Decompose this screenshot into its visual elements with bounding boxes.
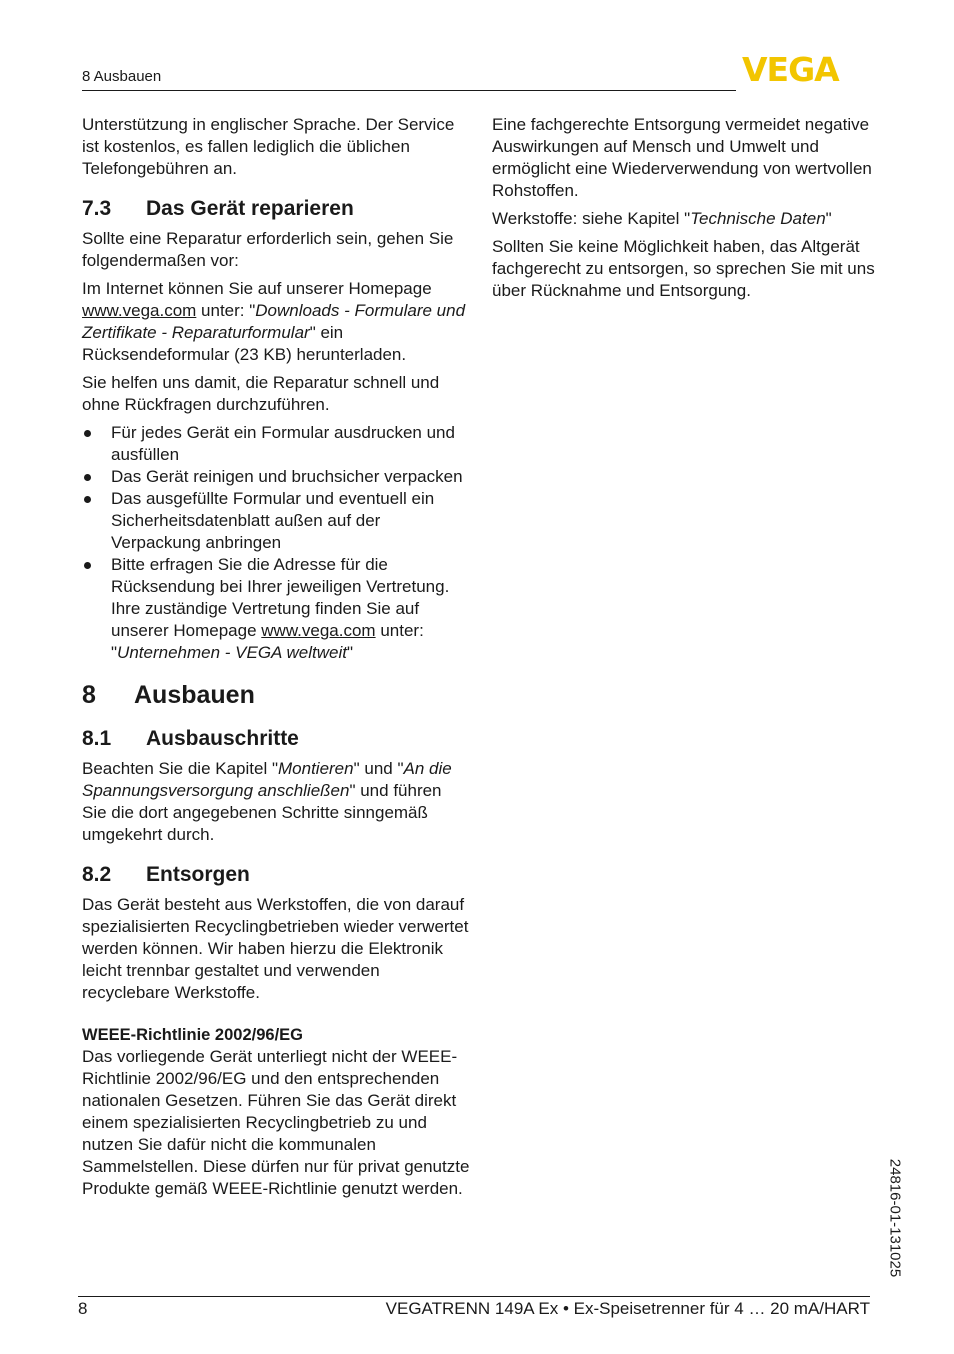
page-number: 8 xyxy=(78,1299,88,1318)
header-rule xyxy=(82,90,736,91)
section-title: Entsorgen xyxy=(146,863,250,886)
document-code: 24816-01-131025 xyxy=(886,1158,904,1278)
chapter-8-heading xyxy=(82,680,470,710)
text-span: " xyxy=(825,209,832,228)
vega-link[interactable]: www.vega.com xyxy=(82,301,197,320)
section-8-1-heading xyxy=(82,726,470,752)
section-title: Das Gerät reparieren xyxy=(146,197,354,220)
materials-paragraph xyxy=(492,208,880,230)
right-column xyxy=(492,114,880,308)
repair-steps-list xyxy=(82,422,470,664)
repair-paragraph-2 xyxy=(82,278,470,366)
text-span: unter: " xyxy=(111,621,424,662)
take-back-paragraph: Sollten Sie keine Möglichkeit haben, das Altgerät fachgerecht zu entsorgen, so sprechen Sie mit uns über Rücknahme und Entsorgung. xyxy=(492,237,875,300)
chapter-title: Ausbauen xyxy=(134,681,255,709)
weee-heading: WEEE-Richtlinie 2002/96/EG xyxy=(82,1026,303,1044)
text-span: Bitte erfragen Sie die Adresse für die Rücksendung bei Ihrer jeweiligen Vertretung. Ihre zuständige Vertretung finden Sie auf unserer Homepage xyxy=(111,555,450,640)
chapter-number: 8 xyxy=(82,681,96,709)
list-item: Das ausgefüllte Formular und eventuell ein Sicherheitsdatenblatt außen auf der Verpackung anbringen xyxy=(82,488,470,554)
header-section-title: 8 Ausbauen xyxy=(82,68,162,85)
footer-product-title: VEGATRENN 149A Ex • Ex-Speisetrenner für 4 … 20 mA/HART xyxy=(385,1299,870,1318)
left-column xyxy=(82,114,470,1206)
repair-paragraph-3: Sie helfen uns damit, die Reparatur schnell und ohne Rückfragen durchzuführen. xyxy=(82,373,440,414)
text-span: " und " xyxy=(353,759,404,778)
text-span: " und führen Sie die dort angegebenen Schritte sinngemäß umgekehrt durch. xyxy=(82,781,442,844)
text-span: " xyxy=(346,643,354,662)
vega-link[interactable]: www.vega.com xyxy=(261,621,376,640)
disposal-benefit-paragraph: Eine fachgerechte Entsorgung vermeidet negative Auswirkungen auf Mensch und Umwelt und ermöglicht eine Wiederverwendung von wertvollen Rohstoffen. xyxy=(492,115,872,200)
section-number: 8.1 xyxy=(82,727,112,750)
section-title: Ausbauschritte xyxy=(146,727,299,750)
footer-rule xyxy=(78,1296,870,1297)
section-number: 8.2 xyxy=(82,863,112,886)
section-7-3-heading xyxy=(82,196,470,222)
chapter-reference: Technische Daten xyxy=(690,209,826,228)
chapter-reference: An die Spannungsversorgung anschließen xyxy=(82,759,452,800)
text-span: Im Internet können Sie auf unserer Homepage xyxy=(82,279,432,298)
list-item: Für jedes Gerät ein Formular ausdrucken und ausfüllen xyxy=(82,422,470,466)
chapter-reference: Montieren xyxy=(278,759,354,778)
intro-paragraph: Unterstützung in englischer Sprache. Der Service ist kostenlos, es fallen lediglich die üblichen Telefongebühren an. xyxy=(82,115,455,178)
list-item xyxy=(82,554,470,664)
section-number: 7.3 xyxy=(82,197,112,220)
text-span: unter: " xyxy=(196,301,256,320)
dismount-paragraph xyxy=(82,758,470,846)
section-8-2-heading xyxy=(82,862,470,888)
vega-logo-text: VEGA xyxy=(742,50,839,84)
weee-paragraph: Das vorliegende Gerät unterliegt nicht der WEEE-Richtlinie 2002/96/EG und den entsprechenden nationalen Gesetzen. Führen Sie das Gerät direkt einem spezialisierten Recyclingbetrieb zu und nutzen Sie dafür nicht die kommunalen Sammelstellen. Diese dürfen nur für privat genutzte Produkte gemäß WEEE-Richtlinie genutzt werden. xyxy=(82,1047,470,1198)
vega-logo xyxy=(742,50,872,84)
worldwide-path: Unternehmen - VEGA weltweit xyxy=(117,643,347,662)
text-span: Werkstoffe: siehe Kapitel " xyxy=(492,209,691,228)
repair-paragraph-1: Sollte eine Reparatur erforderlich sein, gehen Sie folgendermaßen vor: xyxy=(82,229,454,270)
list-item: Das Gerät reinigen und bruchsicher verpacken xyxy=(82,466,470,488)
disposal-paragraph: Das Gerät besteht aus Werkstoffen, die von darauf spezialisierten Recyclingbetrieben wieder verwertet werden können. Wir haben hierzu die Elektronik leicht trennbar gestaltet und verwenden recyclebare Werkstoffe. xyxy=(82,895,469,1002)
text-span: Beachten Sie die Kapitel " xyxy=(82,759,278,778)
text-span: " ein Rücksendeformular (23 KB) herunterladen. xyxy=(82,323,407,364)
downloads-path: Downloads - Formulare und Zertifikate - Reparaturformular xyxy=(82,301,466,342)
